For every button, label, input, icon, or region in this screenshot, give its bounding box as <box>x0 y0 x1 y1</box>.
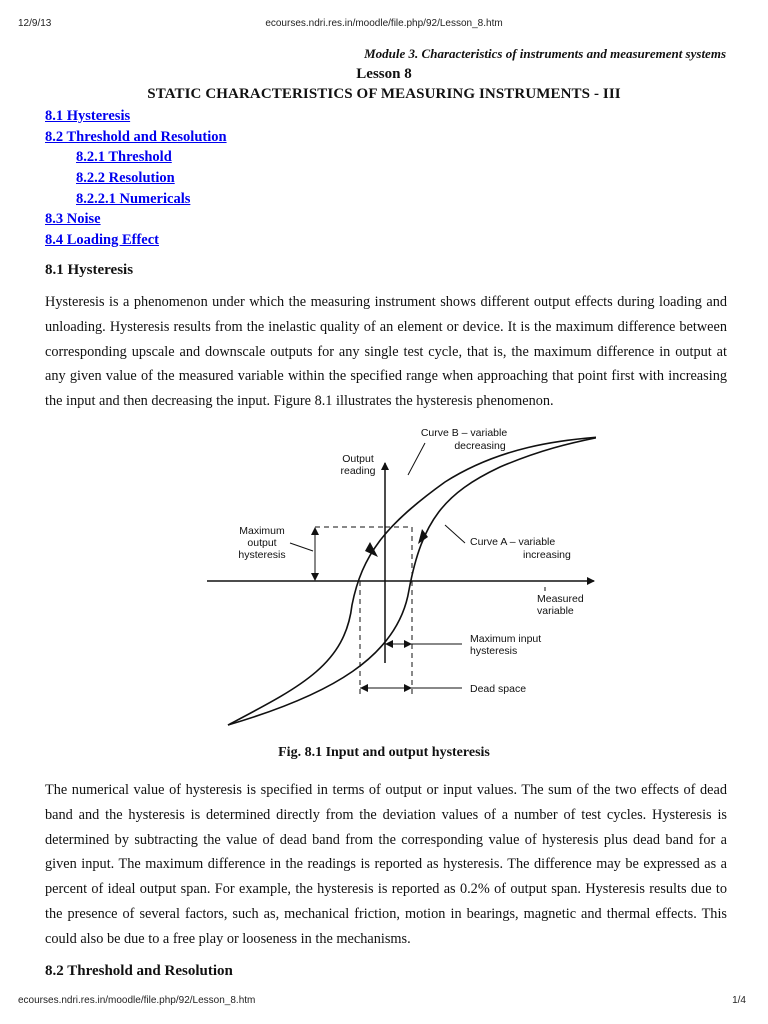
max-output-label-1: Maximum <box>239 525 285 537</box>
print-date: 12/9/13 <box>18 18 52 29</box>
dead-space-label: Dead space <box>470 683 527 695</box>
toc-link-numericals[interactable]: 8.2.2.1 Numericals <box>76 190 191 207</box>
measured-label-2: variable <box>537 605 574 617</box>
curve-b-label-1: Curve B – variable <box>420 427 508 439</box>
toc-link-resolution[interactable]: 8.2.2 Resolution <box>76 170 175 187</box>
max-input-label-1: Maximum input <box>470 633 542 645</box>
toc-link-hysteresis[interactable]: 8.1 Hysteresis <box>45 108 131 124</box>
module-line: Module 3. Characteristics of instruments and measurement systems <box>364 46 726 61</box>
section-heading-threshold-resolution: 8.2 Threshold and Resolution <box>45 963 233 979</box>
figure-caption: Fig. 8.1 Input and output hysteresis <box>278 745 490 760</box>
hysteresis-paragraph: Hysteresis is a phenomenon under which the measuring instrument shows different output effects during loading and unloading. Hysteresis results from the inelastic quality of an element or device. It is the maximum difference between corresponding upscale and downscale outputs for any single test cycle, that is, the maximum difference in output at any given value of the measured variable within the specified range when approaching that point first with increasing the input and then decreasing the input. Figure 8.1 illustrates the hysteresis phenomenon. <box>45 294 727 410</box>
lesson-number: Lesson 8 <box>356 66 412 82</box>
print-page-number: 1/4 <box>732 995 746 1006</box>
toc-link-noise[interactable]: 8.3 Noise <box>45 211 101 228</box>
hysteresis-details-paragraph: The numerical value of hysteresis is specified in terms of output or input values. The sum of the two effects of dead band and the hysteresis is determined directly from the deviation values of a number of test cycles. Hysteresis is determined by subtracting the value of dead band from the corresponding value of hysteresis plus dead band for a given input. The maximum difference in the readings is reported as hysteresis. The difference may be expressed as a percent of ideal output span. For example, the hysteresis is reported as 0.2% of output span. Hysteresis results due to the presence of several factors, such as, mechanical friction, motion in bearings, magnetic and thermal effects. This could also be due to a free play or looseness in the mechanisms. <box>45 782 727 947</box>
curve-a-label-1: Curve A – variable <box>470 536 556 548</box>
curve-b-arrow <box>365 542 378 557</box>
table-of-contents <box>45 106 227 251</box>
max-input-label-2: hysteresis <box>470 645 518 657</box>
hysteresis-figure <box>200 425 596 737</box>
toc-link-loading-effect[interactable]: 8.4 Loading Effect <box>45 232 159 249</box>
toc-link-threshold-and-resolution[interactable]: 8.2 Threshold and Resolution <box>45 128 227 145</box>
print-footer-url: ecourses.ndri.res.in/moodle/file.php/92/Lesson_8.htm <box>18 995 256 1006</box>
max-output-label-3: hysteresis <box>238 549 286 561</box>
section-heading-hysteresis: 8.1 Hysteresis <box>45 262 134 278</box>
curve-a-label-2: increasing <box>523 549 571 561</box>
output-label-2: reading <box>340 465 376 477</box>
max-output-label-2: output <box>247 537 277 549</box>
measured-label-1: Measured <box>537 593 584 605</box>
toc-link-threshold[interactable]: 8.2.1 Threshold <box>76 149 172 166</box>
curve-b-label-2: decreasing <box>454 440 506 452</box>
print-header-url: ecourses.ndri.res.in/moodle/file.php/92/Lesson_8.htm <box>265 18 503 29</box>
page-title: STATIC CHARACTERISTICS OF MEASURING INSTRUMENTS - III <box>147 86 621 102</box>
output-label-1: Output <box>342 453 374 465</box>
